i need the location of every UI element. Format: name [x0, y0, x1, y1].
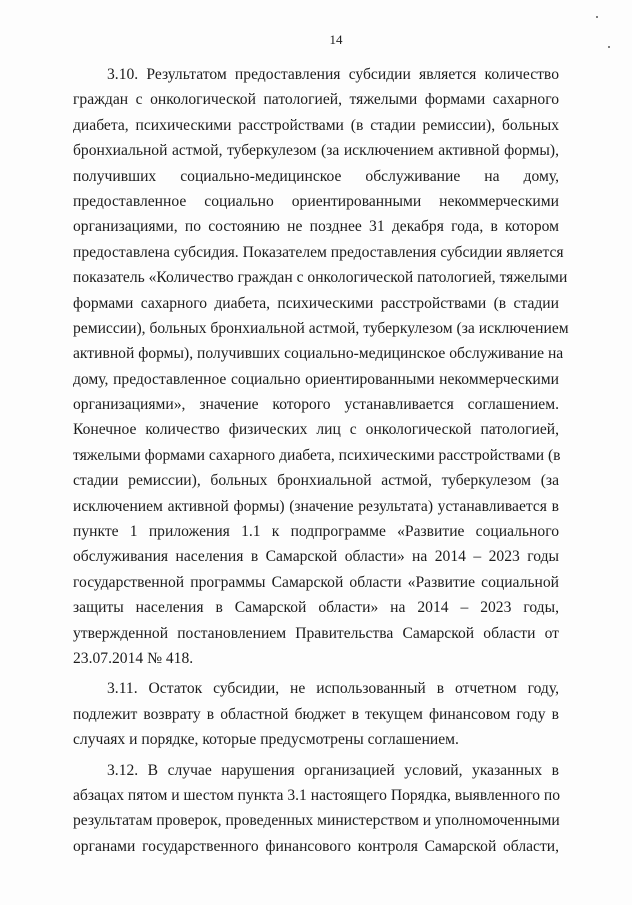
paragraph-line: 23.07.2014 № 418. [73, 649, 194, 667]
paragraph-line: 3.11. Остаток субсидии, не использованный в отчетном году, [107, 680, 559, 698]
paragraph-line: дому, предоставленное социально ориентированными некоммерческими [73, 370, 559, 388]
paragraph-line: результатам проверок, проведенных министерством и уполномоченными [73, 812, 560, 830]
paragraph-line: Конечное количество физических лиц с онкологической патологией, [73, 421, 559, 439]
paragraph-line: органами государственного финансового контроля Самарской области, [73, 837, 559, 855]
paragraph-line: граждан с онкологической патологией, тяжелыми формами сахарного [73, 91, 559, 109]
scan-speck [596, 16, 598, 18]
paragraph-line: 3.12. В случае нарушения организацией условий, указанных в [107, 761, 559, 779]
paragraph-line: формами сахарного диабета, психическими расстройствами (в стадии [73, 294, 559, 312]
paragraph-line: предоставлена субсидия. Показателем предоставления субсидии является [73, 243, 564, 261]
paragraph-line: бронхиальной астмой, туберкулезом (за исключением активной формы), [73, 142, 559, 160]
paragraph-line: стадии ремиссии), больных бронхиальной астмой, туберкулезом (за [73, 472, 559, 490]
paragraph-line: диабета, психическими расстройствами (в стадии ремиссии), больных [73, 116, 559, 134]
paragraph-line: защиты населения в Самарской области» на 2014 – 2023 годы, [73, 599, 559, 617]
page-number: 14 [329, 32, 343, 47]
paragraph-line: 3.10. Результатом предоставления субсидии является количество [107, 66, 559, 83]
paragraph-line: организациями, по состоянию не позднее 31 декабря года, в котором [73, 218, 559, 236]
paragraph-line: государственной программы Самарской области «Развитие социальной [73, 573, 559, 591]
paragraph-line: абзацах пятом и шестом пункта 3.1 настоящего Порядка, выявленного по [73, 786, 561, 804]
paragraph-line: подлежит возврату в областной бюджет в текущем финансовом году в [73, 705, 559, 723]
paragraph-line: случаях и порядке, которые предусмотрены соглашением. [73, 731, 459, 749]
paragraph-line: утвержденной постановлением Правительства Самарской области от [73, 624, 559, 642]
document-body [73, 62, 569, 859]
paragraph-line: предоставленное социально ориентированными некоммерческими [73, 192, 559, 210]
paragraph-line: исключением активной формы) (значение результата) устанавливается в [73, 497, 559, 515]
paragraph-line: показатель «Количество граждан с онкологической патологией, тяжелыми [73, 269, 568, 287]
paragraph-line: активной формы), получивших социально-медицинское обслуживание на [73, 345, 564, 363]
paragraph-line: получивших социально-медицинское обслуживание на дому, [73, 167, 559, 185]
paragraph-line: тяжелыми формами сахарного диабета, психическими расстройствами (в [73, 446, 561, 464]
paragraph-line: обслуживания населения в Самарской области» на 2014 – 2023 годы [73, 548, 559, 566]
paragraph-line: пункте 1 приложения 1.1 к подпрограмме «Развитие социального [73, 523, 559, 541]
scan-speck [608, 46, 610, 48]
paragraph-line: организациями», значение которого устанавливается соглашением. [73, 396, 559, 414]
paragraph-line: ремиссии), больных бронхиальной астмой, туберкулезом (за исключением [73, 319, 569, 337]
